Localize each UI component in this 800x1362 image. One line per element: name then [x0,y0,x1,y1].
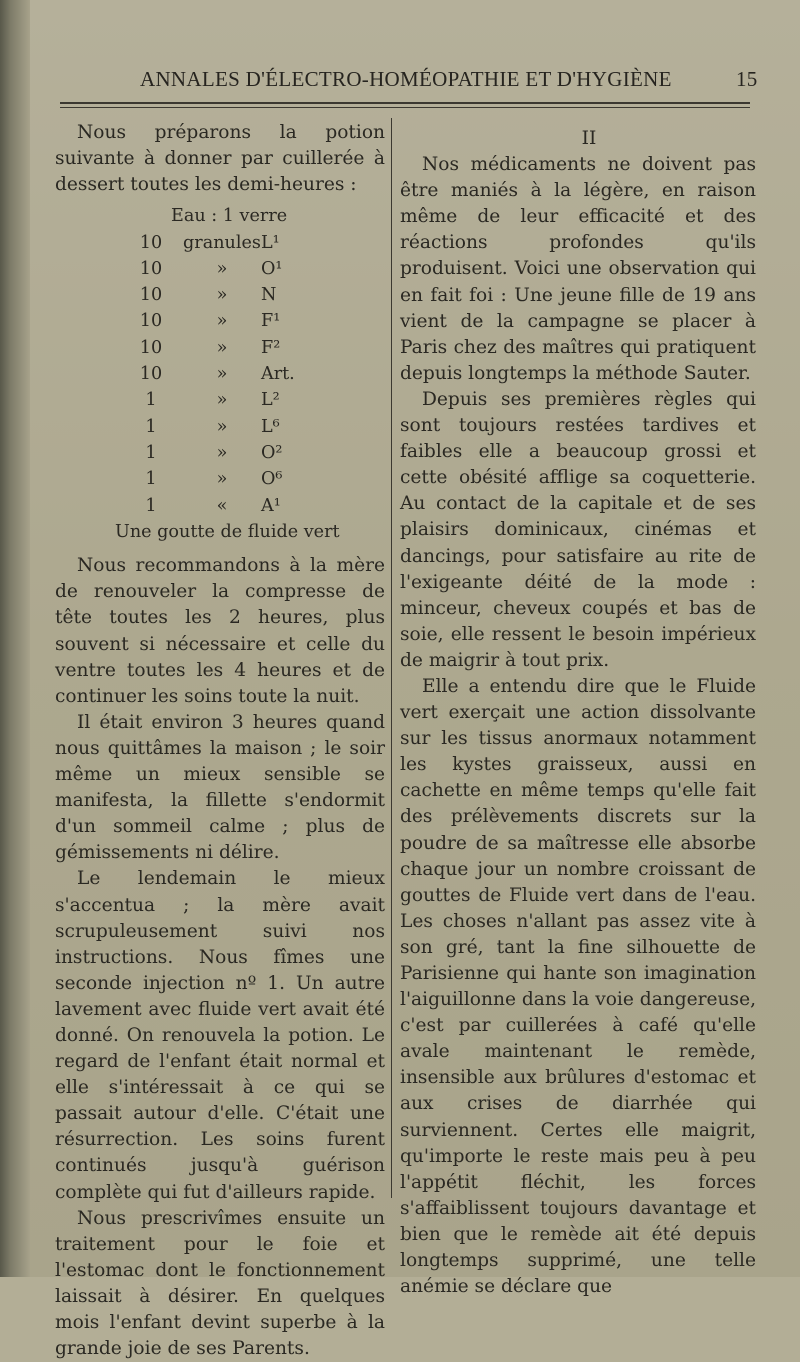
formula-item: 1 » O⁶ [145,469,283,490]
formula-item: 1 » L⁶ [145,416,280,437]
column-divider [391,118,392,1198]
formula-item: 1 » O² [145,442,283,463]
paragraph: Elle a entendu dire que le Fluide vert exerçait une action dissolvante sur les tissus anormaux notamment les kystes graisseux, aussi en cachette en même temps qu'elle fait des prélèvements discrets sur la poudre de sa maîtresse elle absorbe chaque jour un nombre croissant de gouttes de Fluide vert dans de l'eau. Les choses n'allant pas assez vite à son gré, tant la fine silhouette de Parisienne qui hante son imagination l'aiguillonne dans la voie dangereuse, c'est par cuillerées à café qu'elle avale maintenant le remède, insensible aux brûlures d'estomac et aux crises de diarrhée qui surviennent. Certes elle maigrit, qu'importe le reste mais peu à peu l'appétit fléchit, les forces s'affaiblissent toujours davantage et bien que le remède ait été depuis longtemps supprimé, une telle anémie se déclare que [400,675,756,1298]
formula-closing: Une goutte de fluide vert [115,521,340,542]
paragraph: Le lendemain le mieux s'accentua ; la mère avait scrupuleusement suivi nos instructions. Nous fîmes une seconde injection nº 1. Un autre lavement avec fluide vert avait été donné. On renouvela la potion. Le regard de l'enfant était normal et elle s'intéressait à ce qui se passait autour d'elle. C'était une résurrection. Les soins furent continués jusqu'à guérison complète qui fut d'ailleurs rapide. [55,868,385,1203]
page-binding-edge [0,0,30,1277]
section-heading: II [581,128,597,149]
formula-item: 10 » Art. [139,364,295,385]
formula-item: 10 » F² [139,337,281,358]
paragraph: Nous recommandons à la mère de renouveler la compresse de tête toutes les 2 heures, plus souvent si nécessaire et celle du ventre toutes les 4 heures et de continuer les soins toute la nuit. [55,555,385,707]
formula-intro: Nous préparons la potion suivante à donner par cuillerée à dessert toutes les demi-heures : [55,122,385,196]
formula-item: 1 » L² [145,390,280,411]
right-column [400,126,756,1300]
formula-item: 10 » O¹ [139,258,283,279]
formula-list [55,203,385,542]
paragraph: Depuis ses premières règles qui sont toujours restées tardives et faibles elle a beaucoup grossi et cette obésité afflige sa coquetterie. Au contact de la capitale et de ses plaisirs dominicaux, cinémas et dancings, pour satisfaire au rite de l'exigeante déité de la mode : minceur, cheveux coupés et bas de soie, elle ressent le besoin impérieux de maigrir à tout prix. [400,388,756,671]
paragraph: Il était environ 3 heures quand nous quittâmes la maison ; le soir même un mieux sensible se manifesta, la fillette s'endormit d'un sommeil calme ; plus de gémissements ni délire. [55,711,385,864]
left-column [55,120,385,1362]
formula-item: 10 » F¹ [139,311,281,332]
formula-item: 10 » N [139,285,277,306]
running-header [140,67,780,92]
paragraph: Nos médicaments ne doivent pas être maniés à la légère, en raison même de leur efficacité et des réactions profondes qu'ils produisent. Voici une observation qui en fait foi : Une jeune fille de 19 ans vient de la campagne se placer à Paris chez des maîtres qui pratiquent depuis longtemps la méthode Sauter. [400,154,756,384]
journal-title: ANNALES D'ÉLECTRO-HOMÉOPATHIE ET D'HYGIÈNE [140,67,672,91]
header-rule [60,102,750,108]
formula-item: 10 granules L¹ [139,232,280,253]
page-number: 15 [736,67,758,91]
formula-first-line: Eau : 1 verre [171,206,288,227]
paragraph: Nous prescrivîmes ensuite un traitement pour le foie et l'estomac dont le fonctionnement laissait à désirer. En quelques mois l'enfant devint superbe à la grande joie de ses Parents. [55,1207,385,1360]
formula-item: 1 « A¹ [145,495,281,516]
